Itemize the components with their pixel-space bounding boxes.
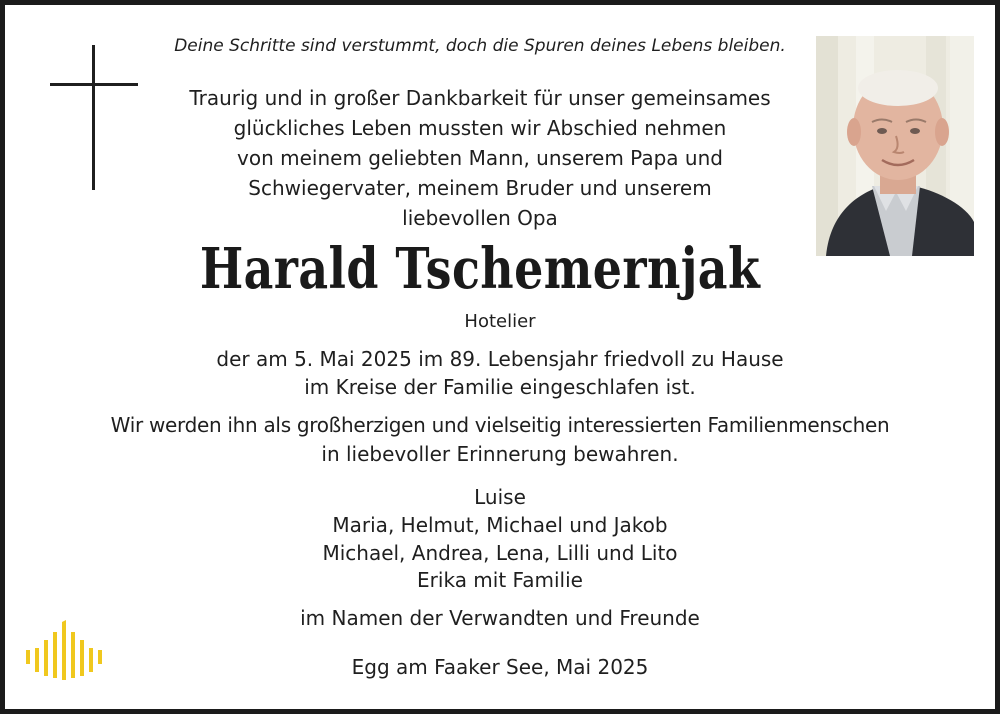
intro-line: liebevollen Opa (402, 206, 558, 230)
remembrance-line: Wir werden ihn als großherzigen und vielseitig interessierten Familienmenschen (110, 413, 890, 437)
intro-line: glückliches Leben mussten wir Abschied nehmen (233, 116, 727, 140)
intro-line: Schwiegervater, meinem Bruder und unserem (248, 176, 712, 200)
candle-logo-icon (24, 620, 104, 690)
mourner-line: Luise (474, 485, 526, 509)
portrait-photo (816, 36, 974, 256)
mourner-line: Erika mit Familie (417, 568, 583, 592)
intro-line: von meinem geliebten Mann, unserem Papa und (237, 146, 723, 170)
cross-icon (92, 45, 95, 190)
death-notice-line: im Kreise der Familie eingeschlafen ist. (304, 375, 696, 399)
intro-line: Traurig und in großer Dankbarkeit für unser gemeinsames (189, 86, 771, 110)
cross-icon-bar (50, 83, 138, 86)
place-date: Egg am Faaker See, Mai 2025 (351, 655, 649, 679)
motto: Deine Schritte sind verstummt, doch die Spuren deines Lebens bleiben. (174, 36, 786, 56)
mourner-line: Maria, Helmut, Michael und Jakob (332, 513, 668, 537)
deceased-name: Harald Tschemernjak (199, 236, 761, 302)
relatives-line: im Namen der Verwandten und Freunde (300, 606, 700, 630)
profession: Hotelier (464, 311, 536, 332)
remembrance-line: in liebevoller Erinnerung bewahren. (321, 442, 679, 466)
intro-text (160, 83, 800, 233)
mourner-line: Michael, Andrea, Lena, Lilli und Lito (322, 541, 678, 565)
death-notice-line: der am 5. Mai 2025 im 89. Lebensjahr friedvoll zu Hause (216, 347, 784, 371)
